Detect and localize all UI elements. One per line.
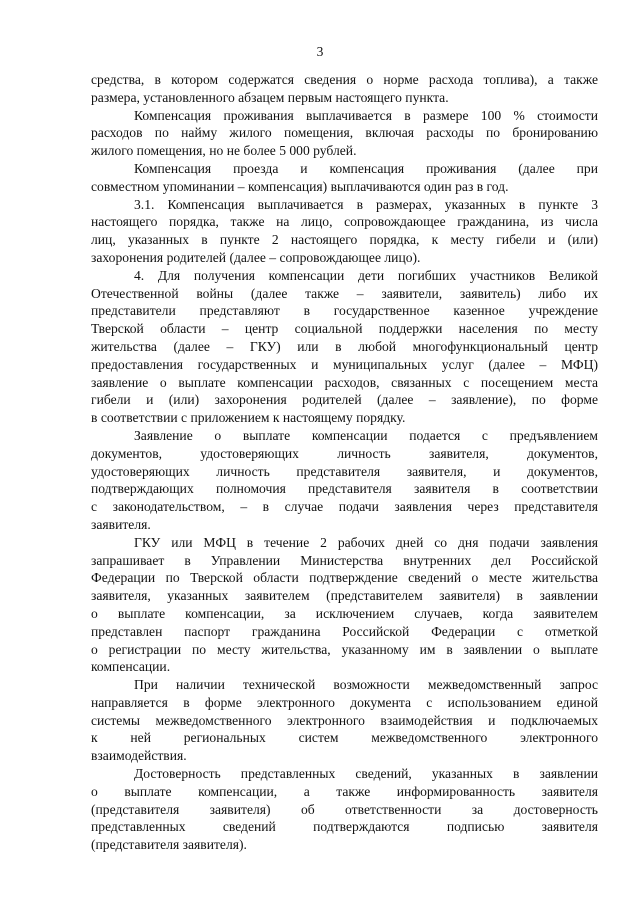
text-line: жительства (далее – ГКУ) или в любой многофункциональный центр <box>91 338 598 354</box>
text-line: Тверской области – центр социальной поддержки населения по месту <box>91 321 598 337</box>
text-line: представлен паспорт гражданина Российской Федерации с отметкой <box>91 623 598 639</box>
text-line: захоронения родителей (далее – сопровождающее лицо). <box>91 249 421 265</box>
text-line: с законодательством, – в случае подачи заявления через представителя <box>91 499 598 515</box>
text-line: Отечественной войны (далее также – заявители, заявитель) либо их <box>91 285 598 301</box>
text-line: о выплате компенсации, а также информированность заявителя <box>91 783 598 799</box>
text-line: компенсации. <box>91 659 171 675</box>
text-line: (представителя заявителя) об ответственности за достоверность <box>91 801 598 817</box>
text-line: к ней региональных систем межведомственного электронного <box>91 730 598 746</box>
text-line: гибели и (или) захоронения родителей (далее – заявление), по форме <box>91 392 598 408</box>
text-line: направляется в форме электронного документа с использованием единой <box>91 694 598 710</box>
text-line: настоящего порядка, также на лицо, сопровождающее гражданина, из числа <box>91 214 598 230</box>
text-line: взаимодействия. <box>91 748 187 764</box>
text-line: Заявление о выплате компенсации подается с предъявлением <box>134 427 598 443</box>
text-line: средства, в котором содержатся сведения о норме расхода топлива), а также <box>91 72 598 87</box>
text-line: заявителя, указанных заявителем (представителем заявителя) в заявлении <box>91 588 598 604</box>
text-line: расходов по найму жилого помещения, включая расходы по бронированию <box>91 125 598 141</box>
text-line: Федерации по Тверской области подтверждение сведений о месте жительства <box>91 570 598 586</box>
text-line: При наличии технической возможности межведомственный запрос <box>134 677 598 693</box>
text-line: документов, удостоверяющих личность заявителя, документов, <box>91 445 598 461</box>
text-line: совместном упоминании – компенсация) выплачиваются один раз в год. <box>91 178 509 194</box>
text-line: ГКУ или МФЦ в течение 2 рабочих дней со дня подачи заявления <box>134 534 598 550</box>
text-line: удостоверяющих личность представителя заявителя, и документов, <box>91 463 598 479</box>
text-line: о регистрации по месту жительства, указанному им в заявлении о выплате <box>91 641 598 657</box>
text-line: Достоверность представленных сведений, указанных в заявлении <box>134 766 598 782</box>
page-number: 3 <box>316 44 324 59</box>
text-line: заявителя. <box>91 516 151 532</box>
text-line: (представителя заявителя). <box>91 837 247 853</box>
text-line: жилого помещения, но не более 5 000 рублей. <box>91 143 357 159</box>
text-line: лиц, указанных в пункте 2 настоящего порядка, к месту гибели и (или) <box>91 232 598 248</box>
text-line: в соответствии с приложением к настоящему порядку. <box>91 410 406 426</box>
text-line: размера, установленного абзацем первым настоящего пункта. <box>91 89 449 105</box>
text-line: предоставления государственных и муниципальных услуг (далее – МФЦ) <box>91 356 598 372</box>
text-line: Компенсация проживания выплачивается в размере 100 % стоимости <box>134 107 598 123</box>
text-line: заявление о выплате компенсации расходов, связанных с посещением места <box>91 374 598 390</box>
text-line: 4. Для получения компенсации дети погибших участников Великой <box>134 267 598 283</box>
text-line: о выплате компенсации, за исключением случаев, когда заявителем <box>91 605 598 621</box>
text-line: Компенсация проезда и компенсация проживания (далее при <box>134 160 598 176</box>
text-line: системы межведомственного электронного взаимодействия и подключаемых <box>91 712 598 728</box>
text-line: запрашивает в Управлении Министерства внутренних дел Российской <box>91 552 598 568</box>
text-line: представители представляют в государственное казенное учреждение <box>91 303 598 319</box>
text-line: подтверждающих полномочия представителя заявителя в соответствии <box>91 481 598 497</box>
document-body <box>91 71 598 854</box>
text-line: представленных сведений подтверждаются подписью заявителя <box>91 819 598 835</box>
text-line: 3.1. Компенсация выплачивается в размерах, указанных в пункте 3 <box>134 196 598 212</box>
